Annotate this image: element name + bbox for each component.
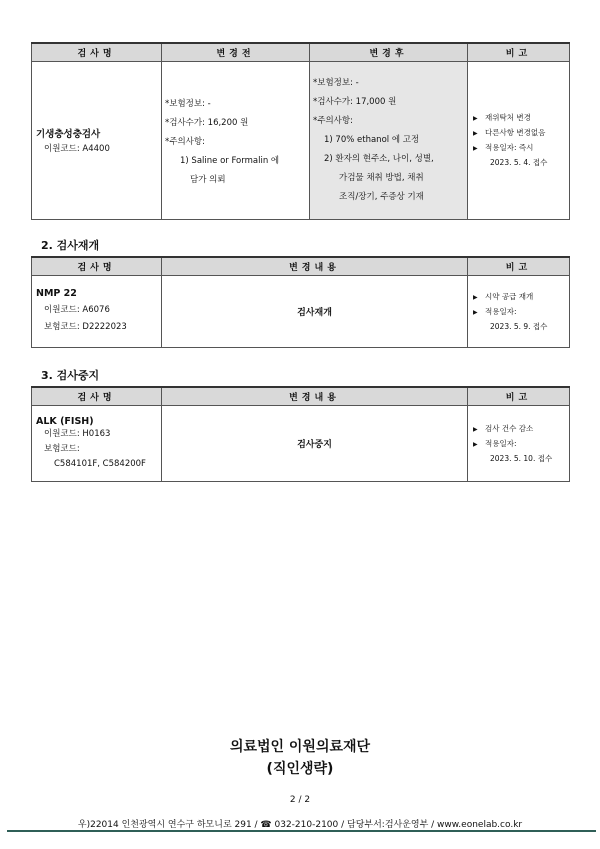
after-line: *주의사항: [313,116,353,126]
discontinue-table [31,386,570,482]
before-line: 1) Saline or Formalin 에 [180,156,280,166]
before-line: *주의사항: [165,137,205,147]
seal-omitted-note: (직인생략) [266,761,334,777]
before-cell [162,62,310,220]
test-code: 이원코드: A6076 [44,304,110,315]
test-name: 기생충성충검사 [36,128,101,140]
after-cell [310,62,468,220]
header-remarks: 비고 [468,387,570,406]
header-remarks: 비고 [468,257,570,276]
test-code: 이원코드: A4400 [44,143,110,154]
organization-name: 의료법인 이원의료재단 [229,739,371,755]
test-name-cell [32,276,162,348]
triangle-bullet-icon: ▶ [473,425,478,433]
before-line: *검사수가: 16,200 원 [165,118,249,128]
test-name-cell [32,62,162,220]
note-line: 2023. 5. 4. 접수 [490,158,548,167]
resume-table [31,256,570,348]
remarks-cell [468,276,570,348]
section-title-resume: 2. 검사재개 [41,239,100,252]
insurance-code: 보험코드: [44,443,80,454]
test-name: NMP 22 [36,287,77,299]
after-line: *검사수가: 17,000 원 [313,97,397,107]
triangle-bullet-icon: ▶ [473,440,478,448]
triangle-bullet-icon: ▶ [473,145,478,152]
page-number: 2 / 2 [289,795,311,805]
triangle-bullet-icon: ▶ [473,293,478,301]
note-line: 2023. 5. 9. 접수 [490,321,548,331]
triangle-bullet-icon: ▶ [473,130,478,137]
triangle-bullet-icon: ▶ [473,308,478,316]
note-line: 2023. 5. 10. 접수 [490,453,553,463]
change-content: 검사중지 [162,406,468,482]
before-line: 담가 의뢰 [190,175,226,185]
note-line: 시약 공급 재개 [485,291,534,301]
section-title-discontinue: 3. 검사중지 [41,369,100,382]
footer-address: 우)22014 인천광역시 연수구 하모니로 291 / ☎ 032-210-2100 / 담당부서:검사운영부 / www.eonelab.co.kr [77,820,523,830]
footer-divider [7,830,596,832]
header-test-name: 검사명 [32,257,162,276]
triangle-bullet-icon: ▶ [473,115,478,122]
test-code: 이원코드: H0163 [44,428,111,439]
insurance-code: 보험코드: D2222023 [44,321,127,332]
header-change-content: 변경내용 [162,257,468,276]
after-line: 1) 70% ethanol 에 고정 [324,135,420,145]
after-line: 조직/장기, 주증상 기재 [339,192,424,202]
note-line: 검사 건수 감소 [485,423,534,433]
test-name-cell [32,406,162,482]
header-after: 변경후 [310,43,468,62]
header-test-name: 검사명 [32,43,162,62]
remarks-cell [468,62,570,220]
note-line: 재위탁처 변경 [485,113,531,122]
header-test-name: 검사명 [32,387,162,406]
after-line: 가검물 채취 방법, 채취 [339,173,424,183]
after-line: *보험정보: - [313,78,359,88]
header-change-content: 변경내용 [162,387,468,406]
note-line: 적용일자: [485,306,517,316]
note-line: 다른사항 변경없음 [485,128,546,137]
change-table [31,42,570,220]
header-remarks: 비고 [468,43,570,62]
header-before: 변경전 [162,43,310,62]
note-line: 적용일자: 즉시 [485,143,534,152]
change-content: 검사재개 [162,276,468,348]
before-line: *보험정보: - [165,99,211,109]
after-line: 2) 환자의 현주소, 나이, 성별, [324,154,434,164]
remarks-cell [468,406,570,482]
insurance-code-values: C584101F, C584200F [54,458,146,469]
test-name: ALK (FISH) [36,415,94,427]
note-line: 적용일자: [485,438,517,448]
